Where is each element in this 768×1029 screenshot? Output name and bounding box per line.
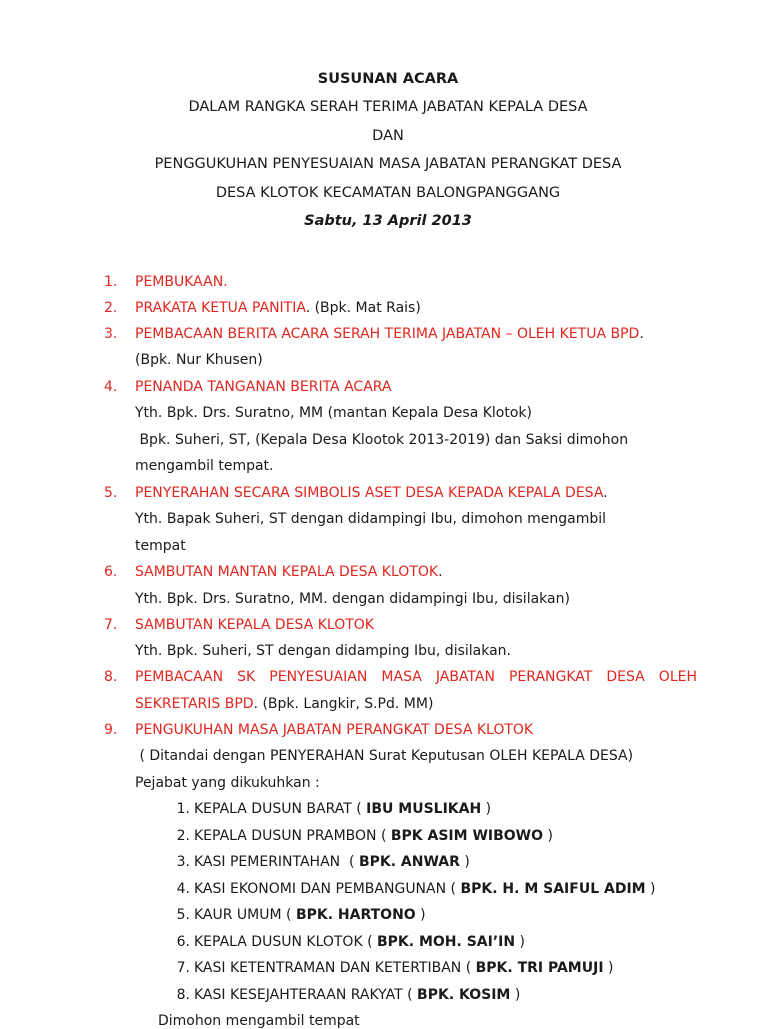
- official-position: KEPALA DUSUN BARAT (: [194, 801, 367, 817]
- official-close: ): [459, 854, 470, 870]
- official-number: 2.: [176, 827, 190, 844]
- official-close: ): [415, 907, 426, 923]
- official-position: KEPALA DUSUN PRAMBON (: [194, 827, 391, 844]
- official-name: IBU MUSLIKAH: [366, 801, 482, 817]
- item-number: 3.: [104, 326, 118, 342]
- agenda-item-3: [104, 326, 644, 342]
- agenda-item-7: [104, 617, 374, 633]
- item-number: 7.: [104, 617, 118, 633]
- agenda-item-5: [104, 485, 608, 501]
- official-entry: [194, 828, 553, 844]
- official-close: ): [481, 801, 492, 817]
- official-number: 6.: [176, 933, 190, 950]
- official-close: ): [645, 880, 656, 897]
- official-number: 8.: [176, 986, 190, 1003]
- official-entry: [194, 801, 491, 817]
- official-close: ): [543, 827, 553, 844]
- item-6-note: Yth. Bpk. Drs. Suratno, MM. dengan didampingi Ibu, disilakan): [135, 591, 570, 607]
- official-position: KASI EKONOMI DAN PEMBANGUNAN (: [194, 880, 461, 897]
- official-number: 4.: [176, 880, 190, 897]
- item-4-note-2: Bpk. Suheri, ST, (Kepala Desa Klootok 2013-2019) dan Saksi dimohon: [135, 432, 629, 448]
- item-7-note: Yth. Bpk. Suheri, ST dengan didamping Ibu, disilakan.: [135, 643, 512, 659]
- item-8-title-b-line: [135, 696, 433, 712]
- item-8-title-a: PEMBACAAN SK PENYESUAIAN MASA JABATAN PERANGKAT DESA OLEH: [135, 669, 697, 685]
- official-entry: [194, 881, 656, 897]
- item-4-note-3: mengambil tempat.: [135, 458, 274, 474]
- item-number: 1.: [104, 274, 118, 290]
- agenda-item-4: [104, 379, 392, 395]
- item-number: 4.: [104, 379, 118, 395]
- official-number: 7.: [176, 960, 190, 976]
- event-date: Sabtu, 13 April 2013: [304, 213, 472, 229]
- official-entry: [194, 907, 426, 923]
- official-name: BPK. KOSIM: [417, 986, 511, 1003]
- agenda-item-6: [104, 564, 443, 580]
- subtitle-line-4: DESA KLOTOK KECAMATAN BALONGPANGGANG: [215, 185, 561, 201]
- item-number: 5.: [104, 485, 118, 501]
- item-title: SAMBUTAN MANTAN KEPALA DESA KLOTOK: [135, 564, 439, 580]
- official-entry: [194, 934, 525, 950]
- item-title: PENYERAHAN SECARA SIMBOLIS ASET DESA KEPADA KEPALA DESA: [135, 485, 604, 501]
- official-position: KEPALA DUSUN KLOTOK (: [194, 933, 377, 950]
- item-title: SEKRETARIS BPD: [135, 696, 254, 712]
- subtitle-line-2: DAN: [372, 128, 404, 144]
- agenda-item-2: [104, 300, 421, 316]
- official-entry: [194, 960, 613, 976]
- item-title: PRAKATA KETUA PANITIA: [135, 300, 306, 316]
- item-suffix: .: [603, 485, 608, 501]
- item-5-note-1: Yth. Bapak Suheri, ST dengan didampingi Ibu, dimohon mengambil: [135, 511, 607, 527]
- official-name: BPK. HARTONO: [295, 907, 416, 923]
- official-number: 5.: [176, 907, 190, 923]
- official-position: KASI KETENTRAMAN DAN KETERTIBAN (: [194, 960, 476, 976]
- official-position: KAUR UMUM (: [194, 907, 296, 923]
- item-3-note: (Bpk. Nur Khusen): [135, 352, 263, 368]
- subtitle-line-3: PENGGUKUHAN PENYESUAIAN MASA JABATAN PERANGKAT DESA: [154, 156, 622, 172]
- item-number: 6.: [104, 564, 118, 580]
- item-9-note-2: Pejabat yang dikukuhkan :: [135, 775, 320, 791]
- official-name: BPK. ANWAR: [358, 854, 460, 870]
- official-name: BPK. H. M SAIFUL ADIM: [460, 880, 646, 897]
- item-title: PEMBUKAAN.: [135, 274, 228, 290]
- item-title: SAMBUTAN KEPALA DESA KLOTOK: [135, 617, 374, 633]
- item-suffix: . (Bpk. Langkir, S.Pd. MM): [253, 696, 434, 712]
- item-number: 2.: [104, 300, 118, 316]
- official-entry: [194, 987, 520, 1003]
- agenda-item-9: [104, 722, 533, 738]
- official-number: 1.: [176, 801, 190, 817]
- document-title: SUSUNAN ACARA: [317, 71, 459, 87]
- closing-note: Dimohon mengambil tempat: [158, 1013, 360, 1029]
- item-8-number-wrap: [104, 669, 117, 685]
- official-entry: [194, 854, 470, 870]
- item-number: 8.: [104, 669, 118, 685]
- official-close: ): [603, 960, 614, 976]
- item-suffix: . (Bpk. Mat Rais): [305, 300, 421, 316]
- item-suffix: .: [639, 326, 644, 342]
- item-number: 9.: [104, 722, 118, 738]
- item-title: PENANDA TANGANAN BERITA ACARA: [135, 379, 392, 395]
- item-suffix: .: [438, 564, 443, 580]
- item-title: PENGUKUHAN MASA JABATAN PERANGKAT DESA KLOTOK: [135, 722, 534, 738]
- official-close: ): [510, 986, 521, 1003]
- item-title: PEMBACAAN BERITA ACARA SERAH TERIMA JABATAN – OLEH KETUA BPD: [135, 326, 640, 342]
- item-4-note-1: Yth. Bpk. Drs. Suratno, MM (mantan Kepala Desa Klotok): [135, 405, 532, 421]
- official-position: KASI KESEJAHTERAAN RAKYAT (: [194, 986, 418, 1003]
- subtitle-line-1: DALAM RANGKA SERAH TERIMA JABATAN KEPALA DESA: [188, 99, 588, 115]
- official-name: BPK. MOH. SAI’IN: [377, 933, 516, 950]
- official-name: BPK ASIM WIBOWO: [390, 827, 544, 844]
- official-position: KASI PEMERINTAHAN (: [194, 854, 359, 870]
- official-number: 3.: [176, 854, 190, 870]
- official-close: ): [515, 933, 526, 950]
- item-9-note-1: ( Ditandai dengan PENYERAHAN Surat Keputusan OLEH KEPALA DESA): [135, 748, 634, 764]
- item-5-note-2: tempat: [135, 538, 186, 554]
- official-name: BPK. TRI PAMUJI: [475, 960, 604, 976]
